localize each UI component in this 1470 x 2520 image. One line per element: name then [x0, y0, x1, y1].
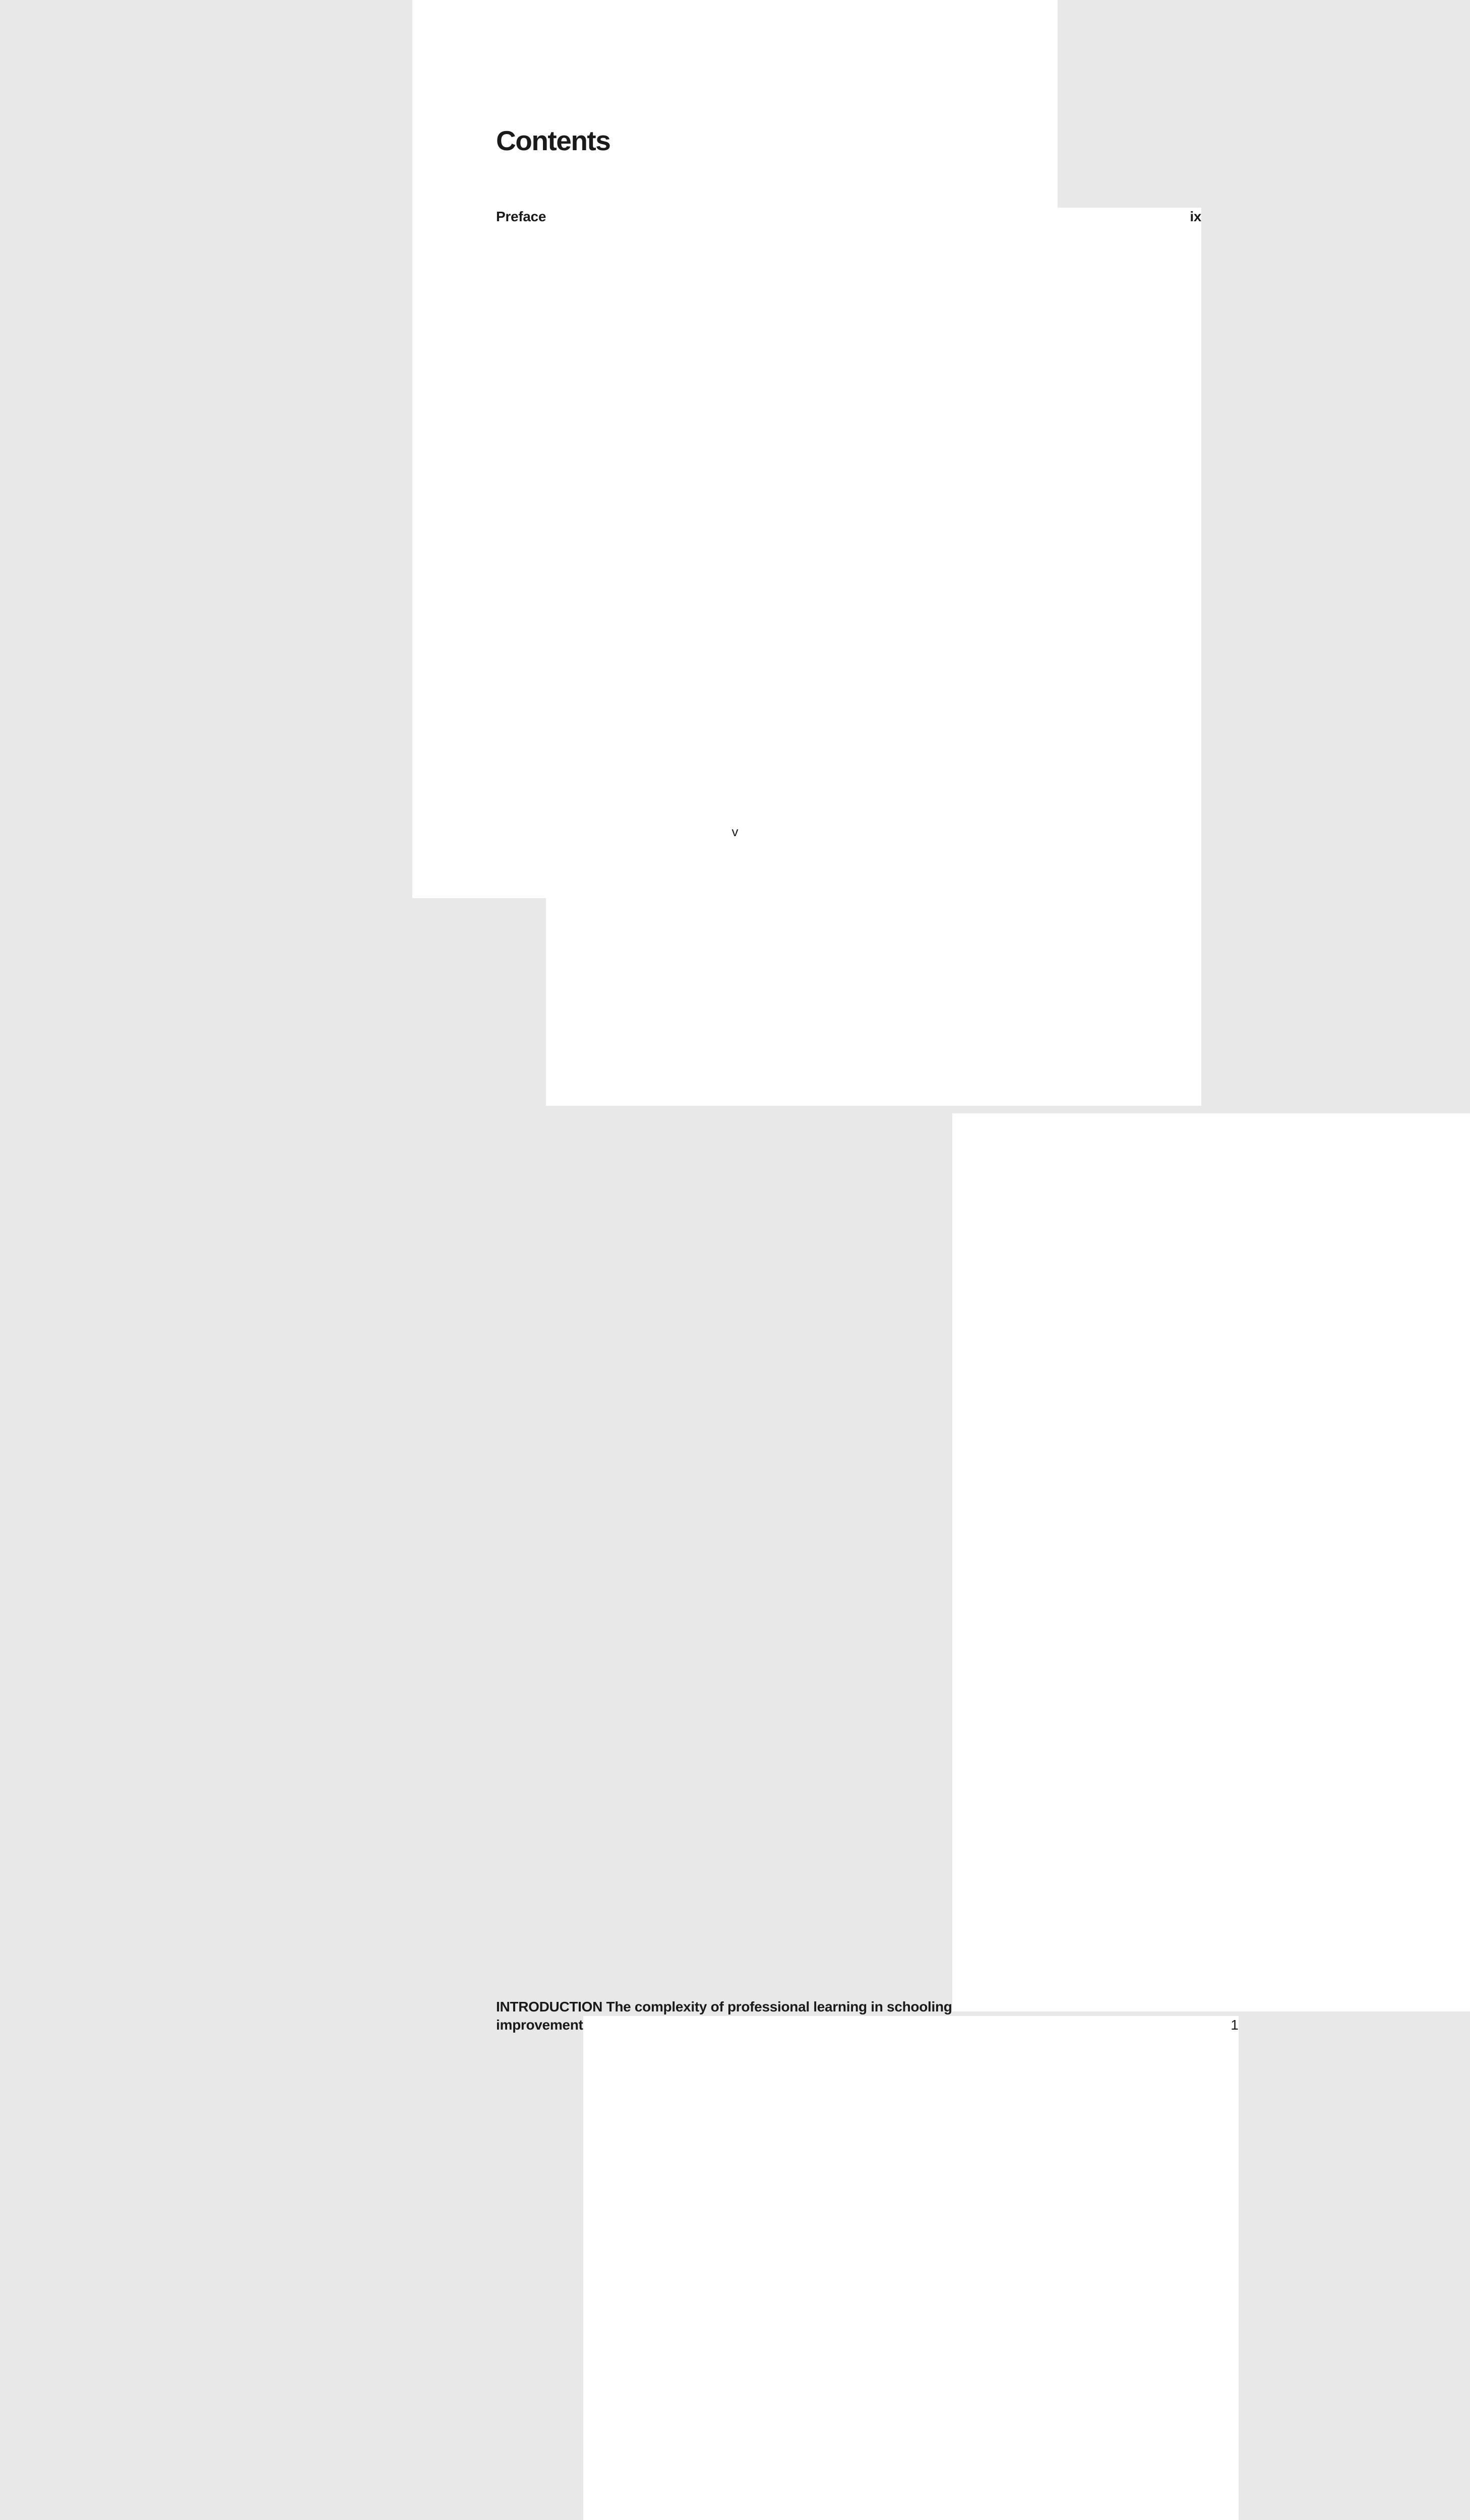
toc-entry-label: INTRODUCTION The complexity of professional learning in schooling [496, 1999, 952, 2014]
toc-entry-label: improvement [496, 2017, 583, 2033]
toc-page-number: ix [546, 208, 1201, 1106]
toc-list [496, 208, 1239, 2520]
toc-row [496, 1113, 963, 2016]
toc-row [496, 208, 1202, 1106]
toc-page-number: 1 [583, 2016, 1239, 2520]
contents-block [496, 125, 1239, 2520]
toc-page-number [952, 1113, 1470, 2011]
book-contents-page [412, 0, 1239, 2033]
toc-entry-label: Preface [496, 209, 546, 224]
folio-page-number: v [731, 824, 739, 839]
page-title: Contents [496, 125, 610, 156]
toc-row [496, 2016, 1239, 2520]
